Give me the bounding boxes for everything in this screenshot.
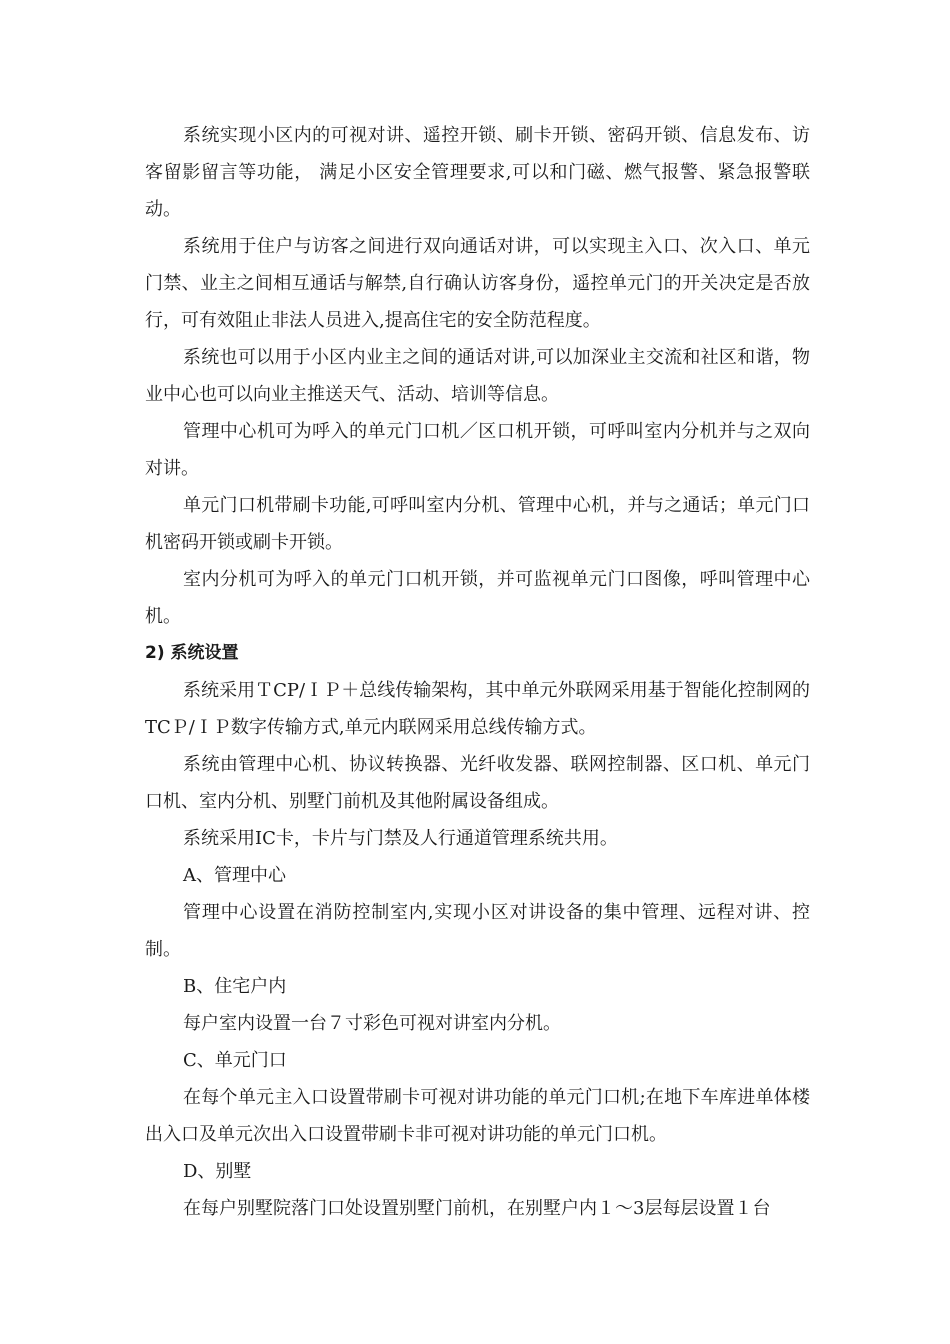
subheading-unit-entrance: C、单元门口: [183, 1050, 287, 1071]
paragraph-villa: 在每户别墅院落门口处设置别墅门前机，在别墅户内１～3层每层设置１台: [183, 1198, 771, 1219]
paragraph-unit-entrance: 在每个单元主入口设置带刷卡可视对讲功能的单元门口机;在地下车库进单体楼出入口及单元次出入口设置带刷卡非可视对讲功能的单元门口机。: [145, 1087, 810, 1145]
paragraph-owner-communication: 系统也可以用于小区内业主之间的通话对讲,可以加深业主交流和社区和谐，物业中心也可以向业主推送天气、活动、培训等信息。: [145, 347, 810, 405]
paragraph-ic-card: 系统采用IC卡，卡片与门禁及人行通道管理系统共用。: [183, 828, 618, 849]
subheading-residential-unit: B、住宅户内: [183, 976, 287, 997]
subheading-villa: D、别墅: [183, 1161, 252, 1182]
section-heading-system-setup: 2) 系统设置: [145, 643, 239, 663]
paragraph-management-center-unit: 管理中心机可为呼入的单元门口机／区口机开锁，可呼叫室内分机并与之双向对讲。: [145, 421, 810, 479]
paragraph-function-overview: 系统实现小区内的可视对讲、遥控开锁、刷卡开锁、密码开锁、信息发布、访客留影留言等功能， 满足小区安全管理要求,可以和门磁、燃气报警、紧急报警联动。: [145, 125, 810, 220]
paragraph-system-components: 系统由管理中心机、协议转换器、光纤收发器、联网控制器、区口机、单元门口机、室内分机、别墅门前机及其他附属设备组成。: [145, 754, 810, 812]
paragraph-two-way-intercom: 系统用于住户与访客之间进行双向通话对讲，可以实现主入口、次入口、单元门禁、业主之间相互通话与解禁,自行确认访客身份，遥控单元门的开关决定是否放行，可有效阻止非法人员进入,提高住宅的安全防范程度。: [145, 236, 810, 331]
document-body: [145, 117, 810, 1227]
paragraph-transmission-architecture: 系统采用ＴCP/ＩＰ＋总线传输架构，其中单元外联网采用基于智能化控制网的TCＰ/ＩＰ数字传输方式,单元内联网采用总线传输方式。: [145, 680, 810, 738]
paragraph-unit-door-station: 单元门口机带刷卡功能,可呼叫室内分机、管理中心机，并与之通话；单元门口机密码开锁或刷卡开锁。: [145, 495, 810, 553]
paragraph-indoor-unit: 室内分机可为呼入的单元门口机开锁，并可监视单元门口图像，呼叫管理中心机。: [145, 569, 810, 627]
paragraph-residential-unit: 每户室内设置一台７寸彩色可视对讲室内分机。: [183, 1013, 561, 1034]
paragraph-management-center: 管理中心设置在消防控制室内,实现小区对讲设备的集中管理、远程对讲、控制。: [145, 902, 810, 960]
subheading-management-center: A、管理中心: [183, 865, 286, 886]
